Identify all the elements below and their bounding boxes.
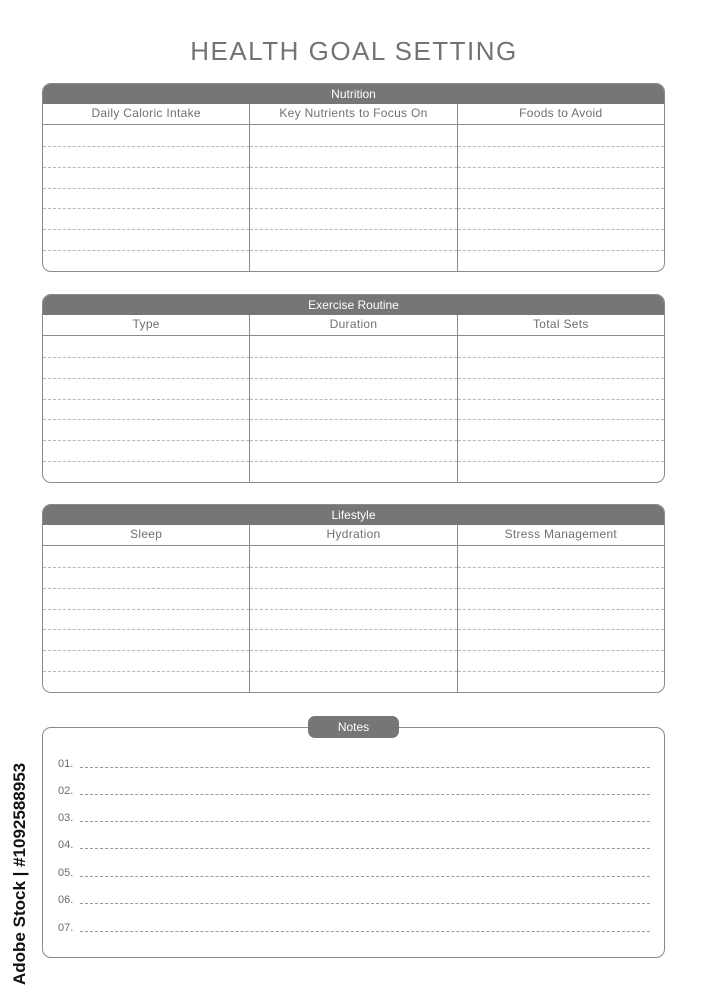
dashed-row-line <box>43 419 249 420</box>
dashed-row-line <box>43 567 249 568</box>
dashed-row-line <box>43 609 249 610</box>
dashed-row-line <box>458 440 664 441</box>
note-writing-line <box>80 931 650 932</box>
dashed-row-line <box>458 357 664 358</box>
column-header: Duration <box>249 315 456 335</box>
dashed-row-line <box>43 250 249 251</box>
dashed-row-line <box>43 229 249 230</box>
column-header: Type <box>132 317 160 331</box>
lifestyle-section <box>42 504 665 693</box>
dashed-row-line <box>250 419 456 420</box>
note-line-item[interactable] <box>58 754 650 770</box>
writing-grid <box>43 125 664 271</box>
column-headers <box>43 104 664 125</box>
dashed-row-line <box>458 629 664 630</box>
dashed-row-line <box>458 609 664 610</box>
dashed-row-line <box>250 146 456 147</box>
dashed-row-line <box>43 650 249 651</box>
dashed-row-line <box>458 567 664 568</box>
column-headers <box>43 525 664 546</box>
dashed-row-line <box>250 567 456 568</box>
dashed-row-line <box>43 167 249 168</box>
dashed-row-line <box>250 357 456 358</box>
dashed-row-line <box>250 250 456 251</box>
nutrition-section <box>42 83 665 272</box>
dashed-row-line <box>458 588 664 589</box>
dashed-row-line <box>250 188 456 189</box>
dashed-row-line <box>458 167 664 168</box>
dashed-row-line <box>43 188 249 189</box>
writing-column[interactable] <box>457 125 664 271</box>
dashed-row-line <box>43 461 249 462</box>
column-header: Total Sets <box>457 315 664 335</box>
writing-column[interactable] <box>43 336 249 482</box>
writing-column[interactable] <box>43 546 249 692</box>
note-number: 02. <box>58 785 74 797</box>
exercise-routine-section <box>42 294 665 483</box>
dashed-row-line <box>43 146 249 147</box>
dashed-row-line <box>250 229 456 230</box>
dashed-row-line <box>458 250 664 251</box>
column-header: Key Nutrients to Focus On <box>249 104 456 124</box>
writing-grid <box>43 546 664 692</box>
note-writing-line <box>80 821 650 822</box>
section-header: Nutrition <box>43 84 664 104</box>
dashed-row-line <box>458 650 664 651</box>
note-number: 04. <box>58 839 74 851</box>
dashed-row-line <box>250 461 456 462</box>
note-line-item[interactable] <box>58 863 650 879</box>
dashed-row-line <box>43 208 249 209</box>
writing-column[interactable] <box>249 336 456 482</box>
column-header: Foods to Avoid <box>457 104 664 124</box>
dashed-row-line <box>43 629 249 630</box>
dashed-row-line <box>458 188 664 189</box>
dashed-row-line <box>458 208 664 209</box>
note-number: 07. <box>58 922 74 934</box>
writing-column[interactable] <box>249 546 456 692</box>
writing-grid <box>43 336 664 482</box>
writing-column[interactable] <box>457 546 664 692</box>
note-line-item[interactable] <box>58 835 650 851</box>
dashed-row-line <box>250 588 456 589</box>
dashed-row-line <box>43 378 249 379</box>
dashed-row-line <box>250 399 456 400</box>
dashed-row-line <box>458 419 664 420</box>
dashed-row-line <box>43 399 249 400</box>
dashed-row-line <box>458 461 664 462</box>
dashed-row-line <box>250 650 456 651</box>
note-writing-line <box>80 848 650 849</box>
note-line-item[interactable] <box>58 890 650 906</box>
column-header: Sleep <box>130 527 163 541</box>
page-title: HEALTH GOAL SETTING <box>190 36 518 66</box>
note-line-item[interactable] <box>58 918 650 934</box>
note-number: 03. <box>58 812 74 824</box>
column-header: Daily Caloric Intake <box>91 106 201 120</box>
column-header: Stress Management <box>457 525 664 545</box>
dashed-row-line <box>250 629 456 630</box>
dashed-row-line <box>43 588 249 589</box>
writing-column[interactable] <box>249 125 456 271</box>
stock-watermark-id: Adobe Stock | #1092588953 <box>10 762 29 985</box>
dashed-row-line <box>250 208 456 209</box>
dashed-row-line <box>458 229 664 230</box>
dashed-row-line <box>43 357 249 358</box>
dashed-row-line <box>250 378 456 379</box>
dashed-row-line <box>43 440 249 441</box>
note-writing-line <box>80 767 650 768</box>
dashed-row-line <box>458 399 664 400</box>
dashed-row-line <box>250 671 456 672</box>
dashed-row-line <box>458 671 664 672</box>
writing-column[interactable] <box>457 336 664 482</box>
dashed-row-line <box>458 378 664 379</box>
note-writing-line <box>80 794 650 795</box>
dashed-row-line <box>458 146 664 147</box>
note-number: 01. <box>58 758 74 770</box>
note-line-item[interactable] <box>58 781 650 797</box>
note-writing-line <box>80 903 650 904</box>
dashed-row-line <box>250 167 456 168</box>
dashed-row-line <box>250 609 456 610</box>
note-number: 05. <box>58 867 74 879</box>
writing-column[interactable] <box>43 125 249 271</box>
column-header: Hydration <box>249 525 456 545</box>
note-writing-line <box>80 876 650 877</box>
dashed-row-line <box>43 671 249 672</box>
column-headers <box>43 315 664 336</box>
dashed-row-line <box>250 440 456 441</box>
notes-header: Notes <box>308 716 399 738</box>
note-line-item[interactable] <box>58 808 650 824</box>
section-header: Exercise Routine <box>43 295 664 315</box>
note-number: 06. <box>58 894 74 906</box>
section-header: Lifestyle <box>43 505 664 525</box>
